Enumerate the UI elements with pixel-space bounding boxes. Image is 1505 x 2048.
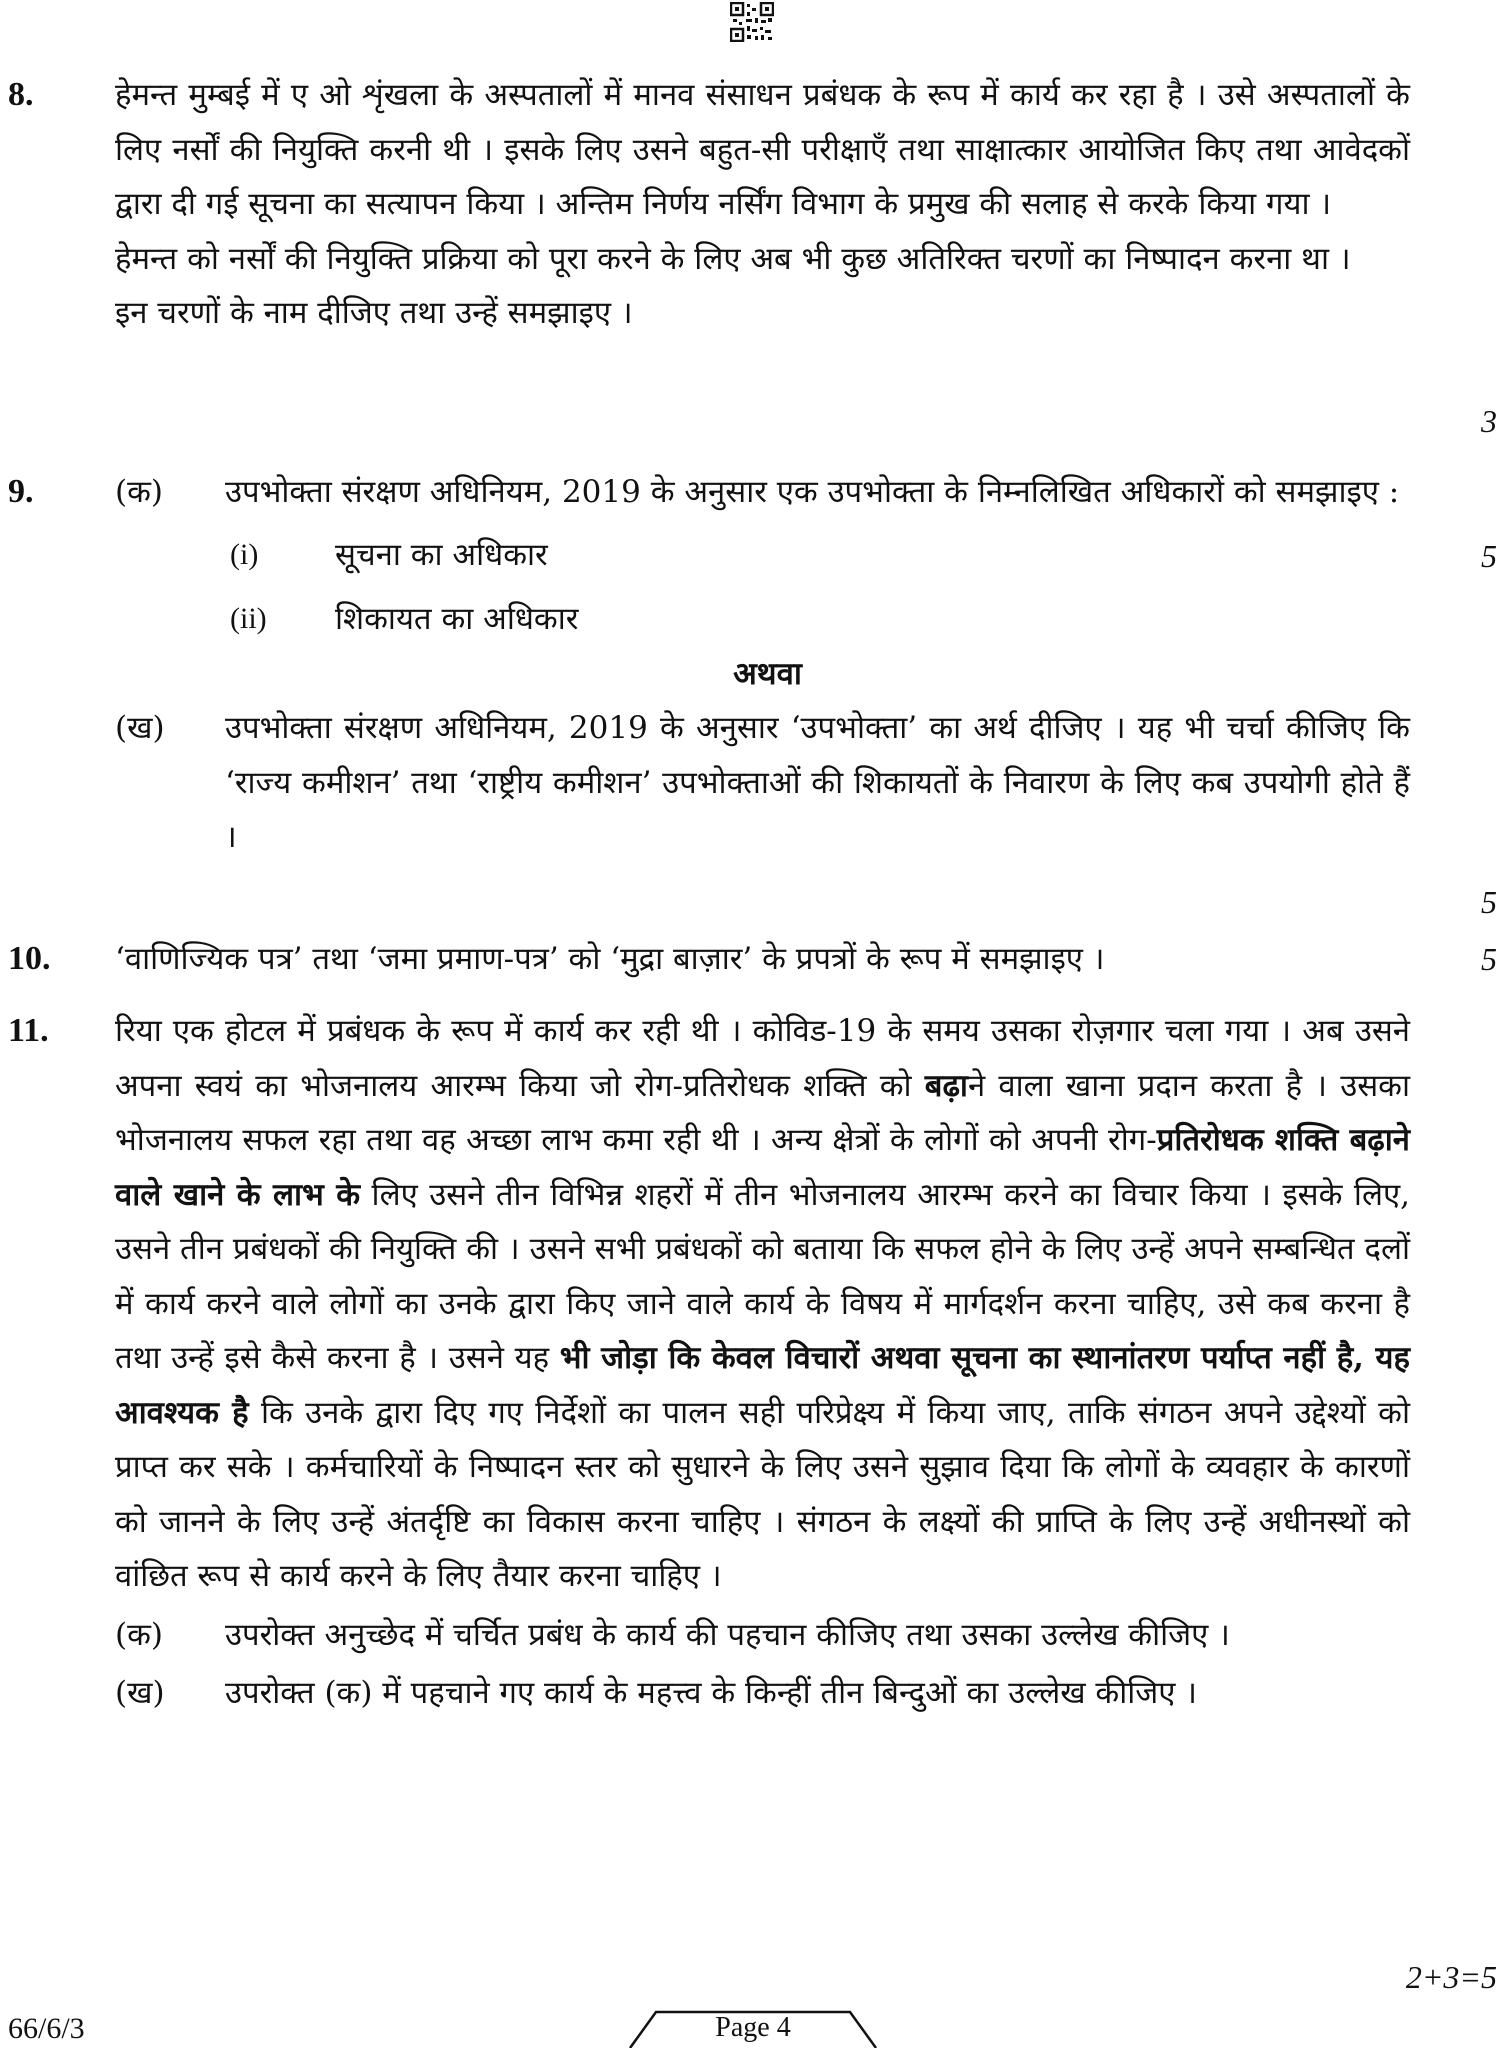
question-body — [115, 68, 1410, 341]
option-b — [115, 1666, 1410, 1721]
question-number: 11. — [8, 1012, 49, 1049]
question-paragraph: हेमन्त मुम्बई में ए ओ शृंखला के अस्पतालों में मानव संसाधन प्रबंधक के रूप में कार्य कर रहा है । उसे अस्पतालों के लिए नर्सों की नियुक्ति करनी थी । इसके लिए उसने बहुत-सी परीक्षाएँ तथा साक्षात्कार आयोजित किए तथा आवेदकों द्वारा दी गई सूचना का सत्यापन किया । अन्तिम निर्णय नर्सिंग विभाग के प्रमुख की सलाह से करके किया गया । — [115, 77, 1410, 222]
question-number: 10. — [8, 940, 51, 977]
case-text: लिए उसने तीन विभिन्न शहरों में तीन भोजनालय आरम्भ करने का विचार किया । इसके लिए, उसने तीन प्रबंधकों की नियुक्ति की । उसने सभी प्रबंधकों को बताया कि सफल होने के लिए उन्हें अपने सम्बन्धित दलों में कार्य करने वाले लोगों का उनके द्वारा किए जाने वाले कार्य के विषय में मार्गदर्शन करना चाहिए, उसे कब करना है तथा उन्हें इसे कैसे करना है । उसने यह — [115, 1176, 1410, 1376]
question-paragraph: हेमन्त को नर्सों की नियुक्ति प्रक्रिया को पूरा करने के लिए अब भी कुछ अतिरिक्त चरणों का निष्पादन करना था । — [115, 240, 1351, 277]
option-label: (क) — [115, 1616, 163, 1653]
option-b — [115, 701, 1410, 865]
question-body — [115, 465, 1410, 865]
question-body — [115, 1004, 1410, 1721]
question-instruction: इन चरणों के नाम दीजिए तथा उन्हें समझाइए । — [115, 295, 633, 331]
paper-code: 66/6/3 — [8, 2012, 85, 2045]
sub-item-ii — [115, 592, 1410, 647]
qr-code-icon — [730, 2, 774, 42]
option-text: उपभोक्ता संरक्षण अधिनियम, 2019 के अनुसार ‘उपभोक्ता’ का अर्थ दीजिए । यह भी चर्चा कीजिए कि ‘राज्य कमीशन’ तथा ‘राष्ट्रीय कमीशन’ उपभोक्ताओं की शिकायतों के निवारण के लिए कब उपयोगी होते हैं । — [225, 710, 1410, 855]
sub-item-i — [115, 528, 1410, 583]
option-label: (ख) — [115, 710, 165, 746]
case-text-bold: प्रतिरोधक शक्ति बढ़ाने वाले खाने के लाभ के — [115, 1122, 1410, 1213]
option-label: (क) — [115, 474, 163, 510]
option-label: (ख) — [115, 1675, 165, 1711]
or-divider: अथवा — [733, 655, 802, 692]
case-text-bold: बढ़ा — [924, 1067, 968, 1104]
marks: 5 — [1481, 941, 1497, 977]
case-text: रिया एक होटल में प्रबंधक के रूप में कार्य कर रही थी । कोविड-19 के समय उसका रोज़गार चला गया । अब उसने अपना स्वयं का भोजनालय आरम्भ किया जो रोग-प्रतिरोधक शक्ति को — [115, 1013, 1410, 1104]
option-a — [115, 465, 1410, 520]
option-text: उपभोक्ता संरक्षण अधिनियम, 2019 के अनुसार एक उपभोक्ता के निम्नलिखित अधिकारों को समझाइए : — [225, 474, 1400, 510]
marks: 5 — [1481, 884, 1497, 920]
case-text: कि उनके द्वारा दिए गए निर्देशों का पालन सही परिप्रेक्ष्य में किया जाए, ताकि संगठन अपने उद्देश्यों को प्राप्त कर सके । कर्मचारियों के निष्पादन स्तर को सुधारने के लिए उसने सुझाव दिया कि लोगों के व्यवहार के कारणों को जानने के लिए उन्हें अंतर्दृष्टि का विकास करना चाहिए । संगठन के लक्ष्यों की प्राप्ति के लिए उन्हें अधीनस्थों को वांछित रूप से कार्य करने के लिए तैयार करना चाहिए । — [115, 1394, 1410, 1594]
marks: 3 — [1481, 403, 1497, 439]
question-number: 8. — [8, 76, 34, 113]
case-text-bold: भी जोड़ा कि केवल विचारों अथवा सूचना का स्थानांतरण पर्याप्त नहीं है, यह आवश्यक है — [115, 1340, 1410, 1431]
marks: 2+3=5 — [1405, 1959, 1497, 1995]
case-text: ने वाला खाना प्रदान करता है । उसका भोजनालय सफल रहा तथा वह अच्छा लाभ कमा रही थी । अन्य क्षेत्रों के लोगों को अपनी रोग- — [115, 1067, 1410, 1158]
question-number: 9. — [8, 473, 34, 510]
case-paragraph — [115, 1004, 1410, 1604]
option-a — [115, 1608, 1410, 1663]
sub-item-label: (ii) — [230, 602, 267, 635]
sub-item-label: (i) — [230, 537, 259, 571]
page-number-badge — [628, 2008, 878, 2048]
marks: 5 — [1481, 538, 1497, 574]
page-number: Page 4 — [715, 2012, 791, 2043]
question-body — [115, 932, 1410, 987]
sub-item-text: सूचना का अधिकार — [335, 536, 548, 573]
question-text: ‘वाणिज्यिक पत्र’ तथा ‘जमा प्रमाण-पत्र’ को ‘मुद्रा बाज़ार’ के प्रपत्रों के रूप में समझाइए । — [115, 941, 1105, 977]
option-text: उपरोक्त (क) में पहचाने गए कार्य के महत्त्व के किन्हीं तीन बिन्दुओं का उल्लेख कीजिए । — [225, 1675, 1198, 1711]
sub-item-text: शिकायत का अधिकार — [335, 601, 579, 637]
option-text: उपरोक्त अनुच्छेद में चर्चित प्रबंध के कार्य की पहचान कीजिए तथा उसका उल्लेख कीजिए । — [225, 1616, 1230, 1653]
